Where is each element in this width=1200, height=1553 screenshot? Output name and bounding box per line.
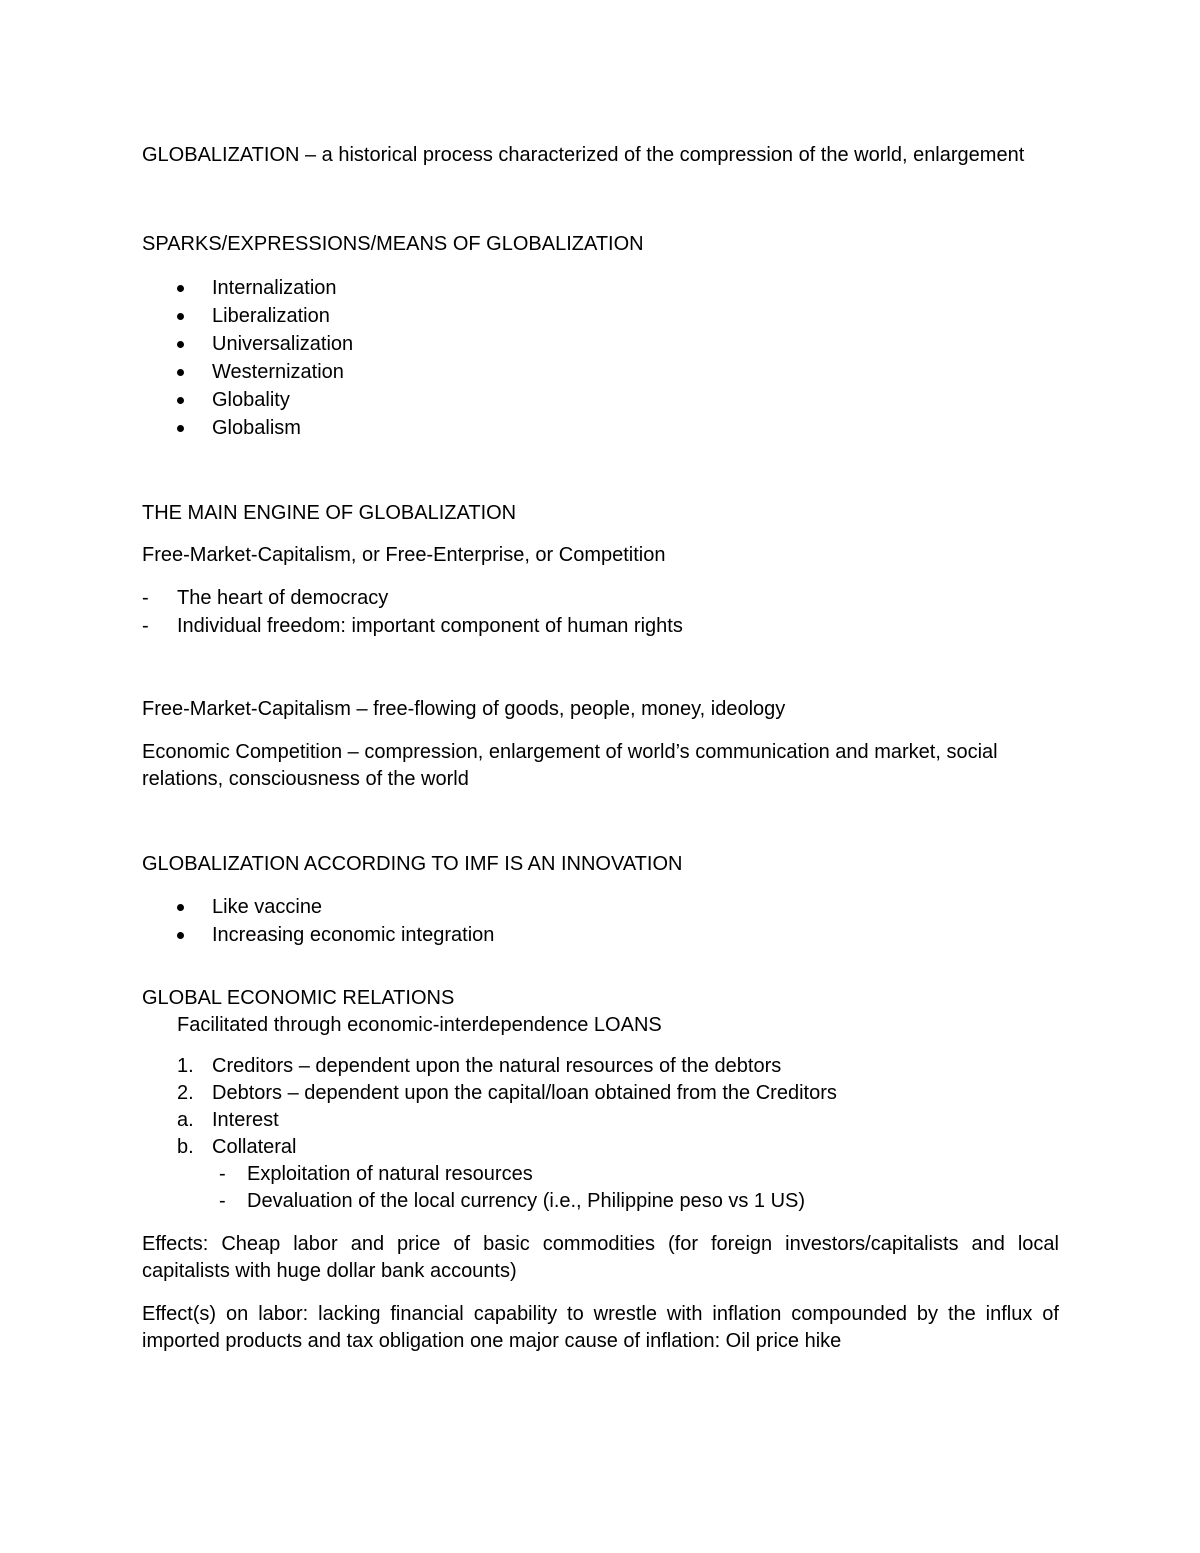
effects-paragraph: Effects: Cheap labor and price of basic commodities (for foreign investors/capitalists and local capitalists with huge dollar bank accounts) bbox=[142, 1233, 1059, 1282]
labor-effects-paragraph: Effect(s) on labor: lacking financial capability to wrestle with inflation compounded by the influx of imported products and tax obligation one major cause of inflation: Oil price hike bbox=[142, 1303, 1059, 1352]
list-item bbox=[142, 1134, 1059, 1161]
sparks-heading: SPARKS/EXPRESSIONS/MEANS OF GLOBALIZATION bbox=[142, 233, 644, 255]
collateral-sublist bbox=[142, 1161, 1059, 1215]
list-item: Globalism bbox=[142, 414, 1059, 442]
list-item: Like vaccine bbox=[142, 893, 1059, 921]
list-marker: b. bbox=[177, 1136, 194, 1158]
imf-list bbox=[142, 893, 1059, 949]
list-item: - Individual freedom: important component of human rights bbox=[142, 612, 1059, 640]
list-item-text: Creditors – dependent upon the natural resources of the debtors bbox=[212, 1055, 782, 1077]
list-item: Westernization bbox=[142, 358, 1059, 386]
list-item: - The heart of democracy bbox=[142, 584, 1059, 612]
engine-heading: THE MAIN ENGINE OF GLOBALIZATION bbox=[142, 502, 517, 524]
list-marker: 2. bbox=[177, 1082, 194, 1104]
list-item: Internalization bbox=[142, 274, 1059, 302]
relations-list bbox=[142, 1053, 1059, 1161]
list-marker: a. bbox=[177, 1109, 194, 1131]
free-market-definition: Free-Market-Capitalism – free-flowing of goods, people, money, ideology bbox=[142, 698, 786, 720]
list-item bbox=[142, 1053, 1059, 1080]
list-item: - Devaluation of the local currency (i.e., Philippine peso vs 1 US) bbox=[142, 1188, 1059, 1215]
list-marker: 1. bbox=[177, 1055, 194, 1077]
list-item-text: Interest bbox=[212, 1109, 279, 1131]
list-item: - Exploitation of natural resources bbox=[142, 1161, 1059, 1188]
list-item: Liberalization bbox=[142, 302, 1059, 330]
list-item: Universalization bbox=[142, 330, 1059, 358]
document-page bbox=[142, 142, 1059, 1355]
list-item: Globality bbox=[142, 386, 1059, 414]
sparks-list bbox=[142, 274, 1059, 442]
global-relations-subheading: Facilitated through economic-interdependence LOANS bbox=[177, 1014, 662, 1036]
economic-competition-definition: Economic Competition – compression, enlargement of world’s communication and market, social relations, consciousness of the world bbox=[142, 741, 998, 790]
engine-list bbox=[142, 584, 1059, 640]
list-item-text: Debtors – dependent upon the capital/loan obtained from the Creditors bbox=[212, 1082, 837, 1104]
list-item-text: Collateral bbox=[212, 1136, 297, 1158]
globalization-definition: GLOBALIZATION – a historical process characterized of the compression of the world, enlargement bbox=[142, 144, 1025, 166]
imf-heading: GLOBALIZATION ACCORDING TO IMF IS AN INNOVATION bbox=[142, 853, 683, 875]
list-item bbox=[142, 1107, 1059, 1134]
list-item bbox=[142, 1080, 1059, 1107]
global-relations-heading: GLOBAL ECONOMIC RELATIONS bbox=[142, 987, 455, 1009]
list-item: Increasing economic integration bbox=[142, 921, 1059, 949]
engine-subheading: Free-Market-Capitalism, or Free-Enterprise, or Competition bbox=[142, 544, 666, 566]
